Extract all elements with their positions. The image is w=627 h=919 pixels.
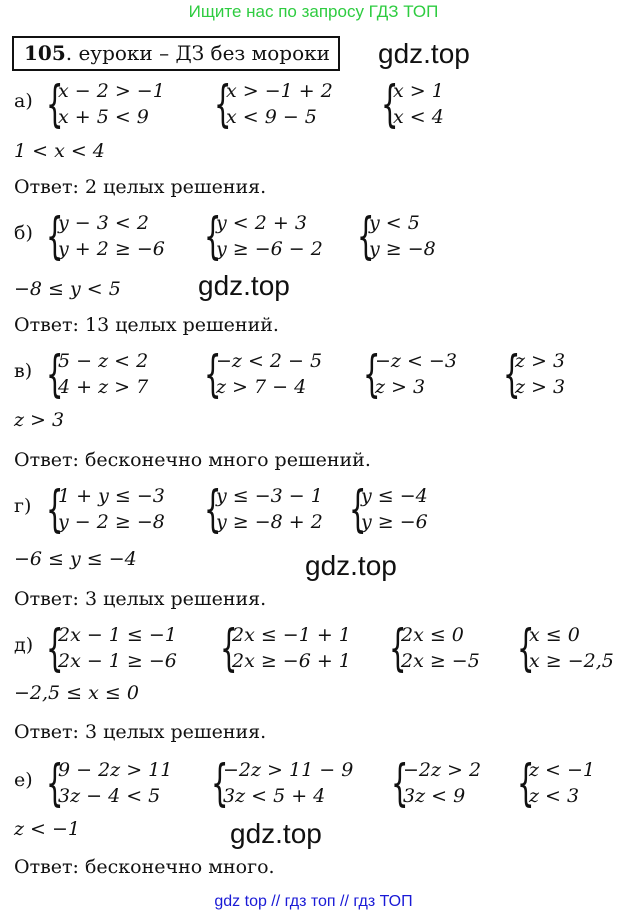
solution-result: 1 < x < 4 xyxy=(14,140,105,162)
inequality: 2x ≥ −6 + 1 xyxy=(232,650,351,672)
inequality: 2x − 1 ≥ −6 xyxy=(58,650,177,672)
inequality: y ≤ −3 − 1 xyxy=(216,485,323,507)
brace-icon: { xyxy=(204,207,222,265)
inequality: x + 5 < 9 xyxy=(58,106,149,128)
inequality: −2z > 2 xyxy=(403,759,482,781)
system-lines xyxy=(375,348,457,400)
inequality-system xyxy=(204,207,323,265)
inequality: y − 2 ≥ −8 xyxy=(58,511,165,533)
inequality: z < −1 xyxy=(529,759,596,781)
inequality: −z < −3 xyxy=(375,350,457,372)
inequality: 2x − 1 ≤ −1 xyxy=(58,624,177,646)
system-lines xyxy=(529,757,595,809)
inequality-system xyxy=(46,345,149,403)
brace-icon: { xyxy=(214,75,232,133)
inequality: z > 3 xyxy=(515,376,566,398)
watermark: gdz.top xyxy=(198,270,290,301)
inequality-system xyxy=(204,345,323,403)
system-lines xyxy=(58,483,165,535)
inequality-system xyxy=(389,619,480,677)
brace-icon: { xyxy=(211,754,229,812)
inequality: y − 3 < 2 xyxy=(58,212,149,234)
inequality: 5 − z < 2 xyxy=(58,350,149,372)
inequality: x ≤ 0 xyxy=(529,624,580,646)
brace-icon: { xyxy=(363,345,381,403)
inequality: y ≥ −8 + 2 xyxy=(216,511,323,533)
inequality-system xyxy=(503,345,566,403)
system-lines xyxy=(403,757,481,809)
brace-icon: { xyxy=(46,619,64,677)
answer-text: Ответ: 3 целых решения. xyxy=(14,721,267,743)
inequality-system xyxy=(214,75,333,133)
inequality: x > 1 xyxy=(393,80,444,102)
inequality: y ≥ −8 xyxy=(369,238,436,260)
inequality-system xyxy=(211,754,354,812)
inequality: 2x ≤ −1 + 1 xyxy=(232,624,351,646)
brace-icon: { xyxy=(381,75,399,133)
inequality: x − 2 > −1 xyxy=(58,80,165,102)
inequality: x < 9 − 5 xyxy=(226,106,317,128)
system-lines xyxy=(216,483,323,535)
inequality: y + 2 ≥ −6 xyxy=(58,238,165,260)
system-lines xyxy=(515,348,565,400)
answer-text: Ответ: бесконечно много. xyxy=(14,856,275,878)
inequality: 2x ≥ −5 xyxy=(401,650,480,672)
brace-icon: { xyxy=(46,207,64,265)
inequality-system xyxy=(46,75,165,133)
inequality: x > −1 + 2 xyxy=(226,80,333,102)
inequality: y < 2 + 3 xyxy=(216,212,307,234)
system-lines xyxy=(58,78,165,130)
part-label: е) xyxy=(14,769,33,791)
system-lines xyxy=(58,348,148,400)
system-lines xyxy=(401,622,480,674)
part-label: д) xyxy=(14,634,34,656)
footer-links[interactable]: gdz top // гдз топ // гдз ТОП xyxy=(214,893,413,910)
brace-icon: { xyxy=(204,480,222,538)
inequality: 3z − 4 < 5 xyxy=(58,785,161,807)
inequality: 9 − 2z > 11 xyxy=(58,759,173,781)
system-lines xyxy=(226,78,333,130)
system-lines xyxy=(529,622,614,674)
inequality-system xyxy=(349,480,428,538)
search-banner: Ищите нас по запросу ГДЗ ТОП xyxy=(188,2,439,21)
brace-icon: { xyxy=(220,619,238,677)
inequality-system xyxy=(391,754,482,812)
inequality: −2z > 11 − 9 xyxy=(223,759,354,781)
brace-icon: { xyxy=(357,207,375,265)
inequality: y ≥ −6 − 2 xyxy=(216,238,323,260)
system-lines xyxy=(58,757,172,809)
brace-icon: { xyxy=(46,345,64,403)
brace-icon: { xyxy=(503,345,521,403)
system-lines xyxy=(216,210,323,262)
brace-icon: { xyxy=(46,480,64,538)
solution-result: z < −1 xyxy=(14,818,81,840)
inequality: z > 3 xyxy=(375,376,426,398)
system-lines xyxy=(232,622,351,674)
problem-number: 105 xyxy=(24,41,66,65)
brace-icon: { xyxy=(517,619,535,677)
problem-title xyxy=(12,36,340,71)
inequality-system xyxy=(517,619,614,677)
watermark: gdz.top xyxy=(305,550,397,581)
brace-icon: { xyxy=(517,754,535,812)
inequality-system xyxy=(517,754,596,812)
inequality: 3z < 5 + 4 xyxy=(223,785,326,807)
brace-icon: { xyxy=(204,345,222,403)
inequality-system xyxy=(204,480,323,538)
inequality-system xyxy=(363,345,457,403)
part-label: г) xyxy=(14,495,32,517)
solution-result: −8 ≤ y < 5 xyxy=(14,278,121,300)
inequality: z < 3 xyxy=(529,785,580,807)
inequality: z > 3 xyxy=(515,350,566,372)
answer-text: Ответ: 3 целых решения. xyxy=(14,588,267,610)
system-lines xyxy=(369,210,436,262)
solution-result: −6 ≤ y ≤ −4 xyxy=(14,548,137,570)
brace-icon: { xyxy=(391,754,409,812)
answer-text: Ответ: бесконечно много решений. xyxy=(14,449,371,471)
inequality: y ≤ −4 xyxy=(361,485,428,507)
watermark: gdz.top xyxy=(378,38,470,69)
brace-icon: { xyxy=(46,754,64,812)
system-lines xyxy=(58,622,177,674)
watermark: gdz.top xyxy=(230,818,322,849)
system-lines xyxy=(216,348,322,400)
system-lines xyxy=(223,757,353,809)
inequality: 4 + z > 7 xyxy=(58,376,149,398)
problem-title-text: . еуроки – ДЗ без мороки xyxy=(65,41,330,65)
inequality: y ≥ −6 xyxy=(361,511,428,533)
inequality-system xyxy=(46,480,165,538)
inequality-system xyxy=(46,207,165,265)
inequality-system xyxy=(46,619,177,677)
part-label: в) xyxy=(14,360,33,382)
system-lines xyxy=(361,483,428,535)
solution-result: −2,5 ≤ x ≤ 0 xyxy=(14,682,139,704)
inequality: x ≥ −2,5 xyxy=(529,650,614,672)
system-lines xyxy=(58,210,165,262)
inequality-system xyxy=(46,754,173,812)
part-label: б) xyxy=(14,222,33,244)
solution-result: z > 3 xyxy=(14,409,65,431)
brace-icon: { xyxy=(46,75,64,133)
inequality: z > 7 − 4 xyxy=(216,376,307,398)
inequality: 2x ≤ 0 xyxy=(401,624,464,646)
brace-icon: { xyxy=(349,480,367,538)
system-lines xyxy=(393,78,444,130)
inequality-system xyxy=(357,207,436,265)
inequality: 3z < 9 xyxy=(403,785,466,807)
inequality: x < 4 xyxy=(393,106,444,128)
brace-icon: { xyxy=(389,619,407,677)
inequality: 1 + y ≤ −3 xyxy=(58,485,165,507)
inequality: −z < 2 − 5 xyxy=(216,350,323,372)
inequality: y < 5 xyxy=(369,212,420,234)
part-label: а) xyxy=(14,90,33,112)
answer-text: Ответ: 13 целых решений. xyxy=(14,314,279,336)
answer-text: Ответ: 2 целых решения. xyxy=(14,176,267,198)
inequality-system xyxy=(381,75,444,133)
inequality-system xyxy=(220,619,351,677)
